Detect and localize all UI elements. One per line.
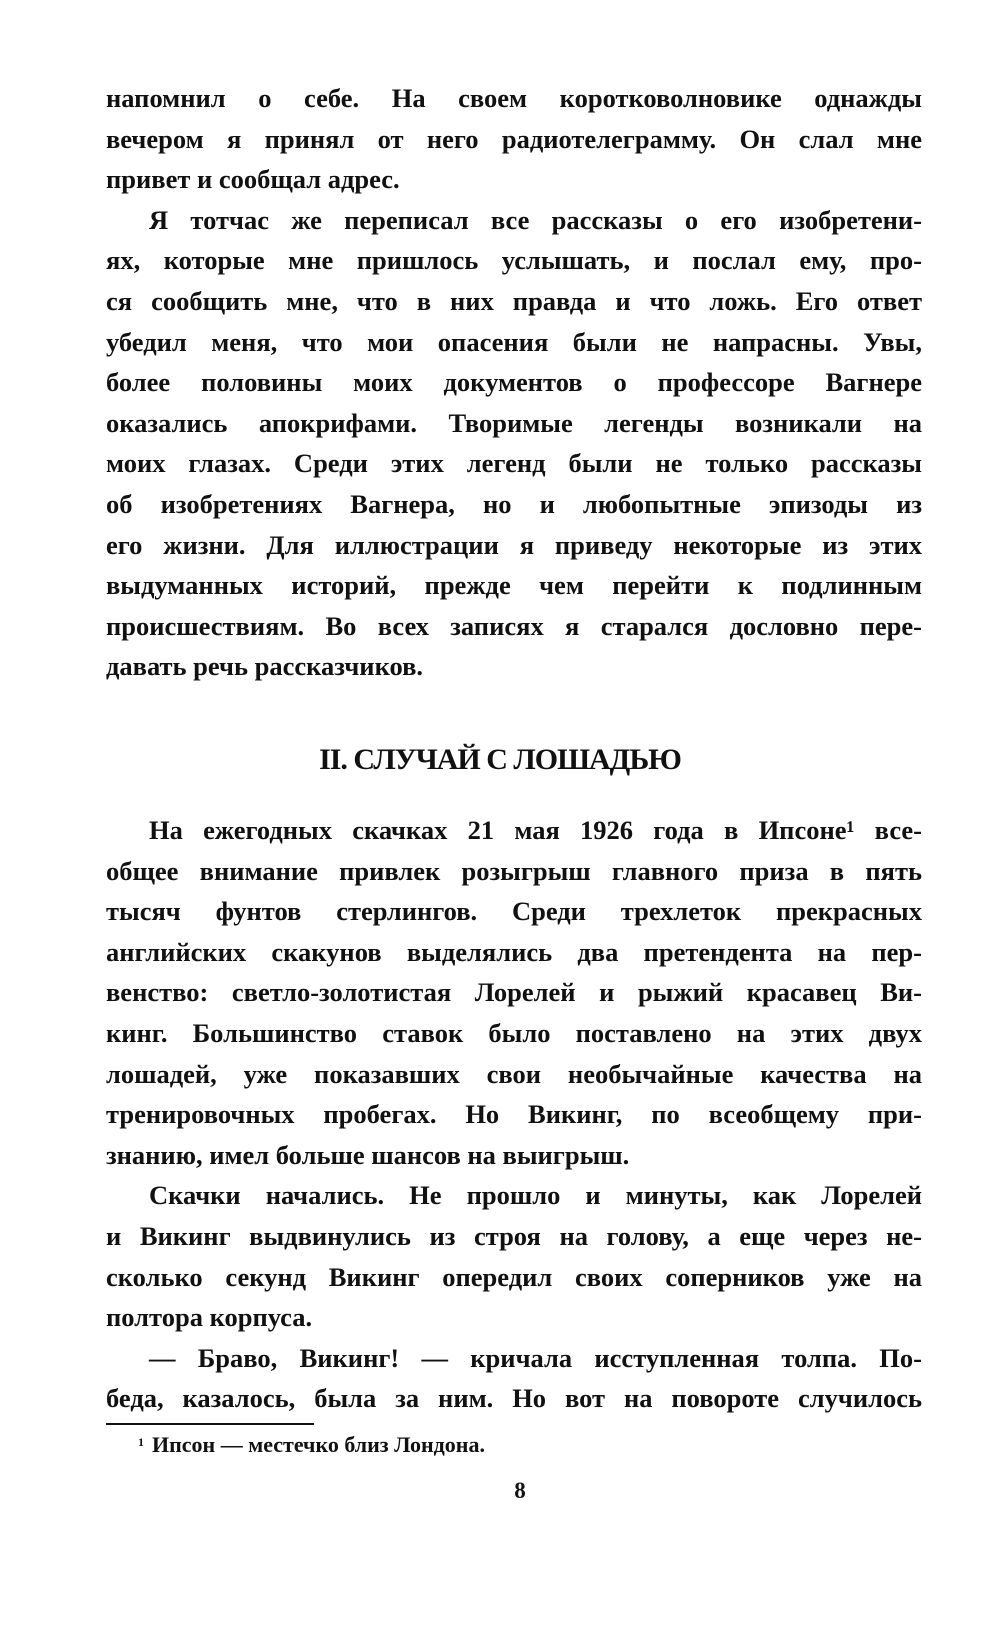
text-line: полтора корпуса. xyxy=(106,1302,313,1333)
text-line: — Браво, Викинг! — кричала исступленная толпа. По- xyxy=(149,1342,922,1373)
text-line: вечером я принял от него радиотелеграмму. Он слал мне xyxy=(106,123,922,154)
text-line: знанию, имел больше шансов на выигрыш. xyxy=(106,1139,630,1170)
text-line: и Викинг выдвинулись из строя на голову, а еще через не- xyxy=(106,1220,922,1251)
text-line: его жизни. Для иллюстрации я приведу некоторые из этих xyxy=(106,529,922,560)
text-line: сколько секунд Викинг опередил своих соперников уже на xyxy=(106,1261,922,1292)
text-line: убедил меня, что мои опасения были не напрасны. Увы, xyxy=(106,326,922,357)
footnote-mark: 1 xyxy=(138,1435,144,1449)
text-line: тысяч фунтов стерлингов. Среди трехлеток прекрасных xyxy=(106,896,922,927)
body-text-bottom xyxy=(106,810,922,1419)
chapter-heading: II. СЛУЧАЙ С ЛОШАДЬЮ xyxy=(319,743,681,776)
body-text-top xyxy=(106,78,922,687)
text-line: На ежегодных скачках 21 мая 1926 года в Ипсоне¹ все- xyxy=(149,815,922,845)
page-number: 8 xyxy=(514,1478,526,1503)
text-line: об изобретениях Вагнера, но и любопытные эпизоды из xyxy=(106,488,922,519)
text-line: беда, казалось, была за ним. Но вот на повороте случилось xyxy=(106,1383,922,1414)
text-line: общее внимание привлек розыгрыш главного приза в пять xyxy=(106,855,922,886)
text-line: происшествиям. Во всех записях я старался дословно пере- xyxy=(106,610,922,641)
text-line: венство: светло-золотистая Лорелей и рыжий красавец Ви- xyxy=(106,977,922,1008)
text-line: Скачки начались. Не прошло и минуты, как Лорелей xyxy=(149,1180,922,1211)
text-line: английских скакунов выделялись два претендента на пер- xyxy=(106,936,922,967)
text-line: кинг. Большинство ставок было поставлено на этих двух xyxy=(106,1017,922,1048)
text-line: привет и сообщал адрес. xyxy=(106,164,400,195)
text-line: выдуманных историй, прежде чем перейти к подлинным xyxy=(106,570,922,601)
text-line: ях, которые мне пришлось услышать, и послал ему, про- xyxy=(106,245,922,276)
text-line: тренировочных пробегах. Но Викинг, по всеобщему при- xyxy=(106,1099,922,1130)
text-line: более половины моих документов о профессоре Вагнере xyxy=(106,367,922,398)
text-line: лошадей, уже показавших свои необычайные качества на xyxy=(106,1058,922,1089)
footnote xyxy=(138,1432,485,1458)
text-line: моих глазах. Среди этих легенд были не только рассказы xyxy=(106,448,922,479)
text-line: давать речь рассказчиков. xyxy=(106,651,424,682)
footnote-text: Ипсон — местечко близ Лондона. xyxy=(152,1432,485,1457)
footnote-divider xyxy=(106,1423,314,1425)
text-line: оказались апокрифами. Творимые легенды возникали на xyxy=(106,407,922,438)
text-line: напомнил о себе. На своем коротковолновике однажды xyxy=(106,83,922,113)
text-line: ся сообщить мне, что в них правда и что ложь. Его ответ xyxy=(106,285,922,316)
text-line: Я тотчас же переписал все рассказы о его изобретени- xyxy=(149,204,922,235)
